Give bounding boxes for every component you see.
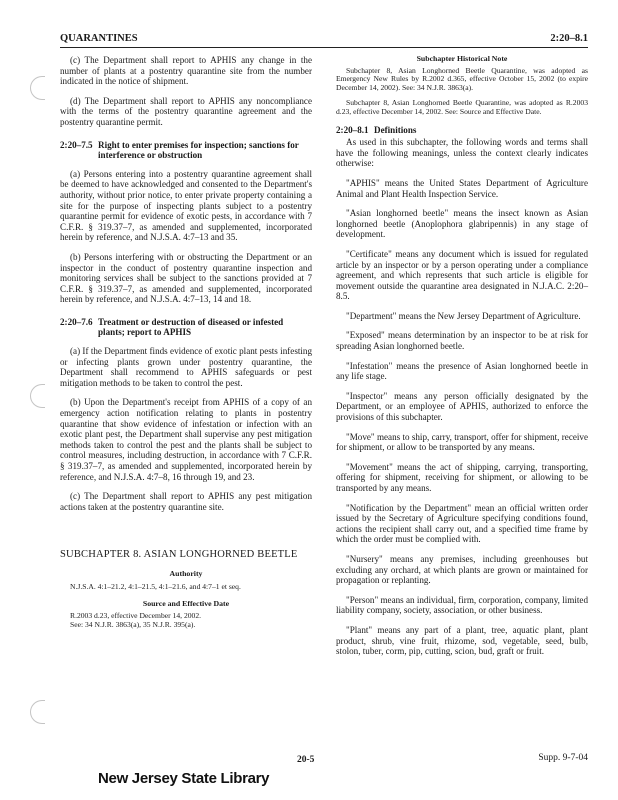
definition: "Asian longhorned beetle" means the insect known as Asian longhorned beetle (Anoplophora glabripennis) in any stage of development. [336, 208, 588, 240]
definition: "Inspector" means any person officially designated by the Department, or an employee of APHIS, authorized to enforce the provisions of this subchapter. [336, 390, 588, 423]
binder-hole-mark [30, 700, 45, 724]
right-column [336, 54, 588, 666]
section-heading [336, 125, 588, 136]
source-heading: Source and Effective Date [142, 598, 230, 608]
definition: "APHIS" means the United States Department of Agriculture Animal and Plant Health Inspection Service. [336, 177, 588, 199]
historical-note-heading: Subchapter Historical Note [416, 54, 508, 63]
supplement-date: Supp. 9-7-04 [538, 753, 588, 763]
note-paragraph: Subchapter 8, Asian Longhorned Beetle Quarantine, was adopted as R.2003 d.23, effective December 14, 2002. See: Source and Effective Date. [336, 97, 588, 116]
paragraph: (d) The Department shall report to APHIS any noncompliance with the terms of the postentry quarantine agreement and the postentry quarantine permit. [60, 95, 312, 127]
definition: "Exposed" means determination by an inspector to be at risk for spreading Asian longhorned beetle. [336, 330, 588, 352]
definition: "Movement" means the act of shipping, carrying, transporting, offering for shipment, receiving for shipment, or allowing to be transported by any means. [336, 461, 588, 494]
page-number: 20-5 [297, 755, 315, 765]
section-number: 2:20–8.1 [336, 124, 369, 135]
authority-text: N.J.S.A. 4:1–21.2, 4:1–21.5, 4:1–21.6, and 4:7–1 et seq. [70, 581, 241, 591]
running-header [60, 33, 588, 48]
historical-note [336, 67, 588, 117]
binder-hole-mark [30, 76, 45, 100]
paragraph: (c) The Department shall report to APHIS any pest mitigation actions taken at the postentry quarantine site. [60, 491, 312, 512]
paragraph: (a) If the Department finds evidence of exotic plant pests infesting or infecting plants grown under postentry quarantine, the Department shall recommend to APHIS safeguards or pest mitigation methods to be taken to control the pest. [60, 346, 312, 388]
paragraph: (a) Persons entering into a postentry quarantine agreement shall be deemed to have acknowledged and consented to the Department's authority, without prior notice, to enter private property containing a site for the purpose of inspecting plants subject to a postentry quarantine permit for evidence of exotic pests, in accordance with 7 C.F.R. § 319.37–7, as amended and supplemented, incorporated herein by reference, and N.J.S.A. 4:7–13 and 35. [60, 168, 312, 243]
definition: "Certificate" means any document which is issued for regulated article by an inspector or by a person operating under a compliance agreement, and which represents that such article is eligible for movement outside the quarantine area designated in N.J.A.C. 2:20–8.5. [336, 248, 588, 302]
binder-hole-mark [30, 384, 45, 408]
header-title: QUARANTINES [60, 33, 138, 44]
source-text: R.2003 d.23, effective December 14, 2002. [70, 611, 202, 621]
definition: "Nursery" means any premises, including greenhouses but excluding any orchard, at which plants are grown or maintained for propagation or replanting. [336, 553, 588, 586]
library-watermark: New Jersey State Library [98, 770, 270, 787]
section-number: 2:20–7.6 [60, 316, 93, 327]
section-title: Treatment or destruction of diseased or infested plants; report to APHIS [98, 316, 284, 338]
subchapter-title: SUBCHAPTER 8. ASIAN LONGHORNED BEETLE [60, 549, 298, 561]
section-heading [60, 140, 312, 161]
paragraph: As used in this subchapter, the following words and terms shall have the following meanings, unless the context clearly indicates otherwise: [336, 137, 588, 169]
source-text: See: 34 N.J.R. 3863(a), 35 N.J.R. 395(a). [70, 620, 196, 630]
section-title: Right to enter premises for inspection; sanctions for interference or obstruction [98, 139, 299, 161]
section-title: Definitions [374, 124, 417, 135]
definition: "Plant" means any part of a plant, tree, aquatic plant, plant product, shrub, vine fruit, rhizome, sod, vegetable, seed, bulb, stolon, tuber, corm, pip, cutting, scion, bud, graft or fruit. [336, 624, 588, 657]
section-number: 2:20–7.5 [60, 139, 93, 150]
definition: "Infestation" means the presence of Asian longhorned beetle in any life stage. [336, 360, 588, 382]
note-paragraph: Subchapter 8, Asian Longhorned Beetle Quarantine, was adopted as Emergency New Rules by R.2002 d.365, effective October 15, 2002 (to expire December 14, 2002). See: 34 N.J.R. 3863(a). [336, 65, 588, 93]
definition: "Department" means the New Jersey Department of Agriculture. [346, 310, 581, 321]
section-heading [60, 317, 312, 338]
definition: "Notification by the Department" mean an official written order issued by the Secretary of Agriculture specifying conditions found, actions the recipient shall carry out, and a specified time frame by which the order must be complied with. [336, 502, 588, 545]
header-section-range: 2:20–8.1 [550, 33, 588, 44]
left-column [60, 55, 312, 636]
definition: "Person" means an individual, firm, corporation, company, limited liability company, society, association, or other business. [336, 594, 588, 616]
authority-heading: Authority [169, 568, 203, 578]
paragraph: (b) Upon the Department's receipt from APHIS of a copy of an emergency action notification relating to plants in postentry quarantine that show evidence of infestation or infection with an exotic plant pest, the Department shall supervise any pest mitigation methods taken to control the pest and the plants shall be subject to control measures, including destruction, in accordance with 7 C.F.R. § 319.37–7, as amended and supplemented, incorporated herein by reference, and N.J.S.A. 4:7–8, 16 through 19, and 23. [60, 397, 312, 482]
paragraph: (b) Persons interfering with or obstructing the Department or an inspector in the conduct of postentry quarantine inspection and monitoring services shall be subject to the sanctions provided at 7 C.F.R. § 319.37–7, as amended and supplemented, incorporated herein by reference, and N.J.S.A. 4:7–13, 14 and 18. [60, 251, 312, 305]
paragraph: (c) The Department shall report to APHIS any change in the number of plants at a postentry quarantine site from the number indicated in the notice of shipment. [60, 55, 312, 87]
definition: "Move" means to ship, carry, transport, offer for shipment, receive for shipment, or allow to be transported by any means. [336, 431, 588, 453]
